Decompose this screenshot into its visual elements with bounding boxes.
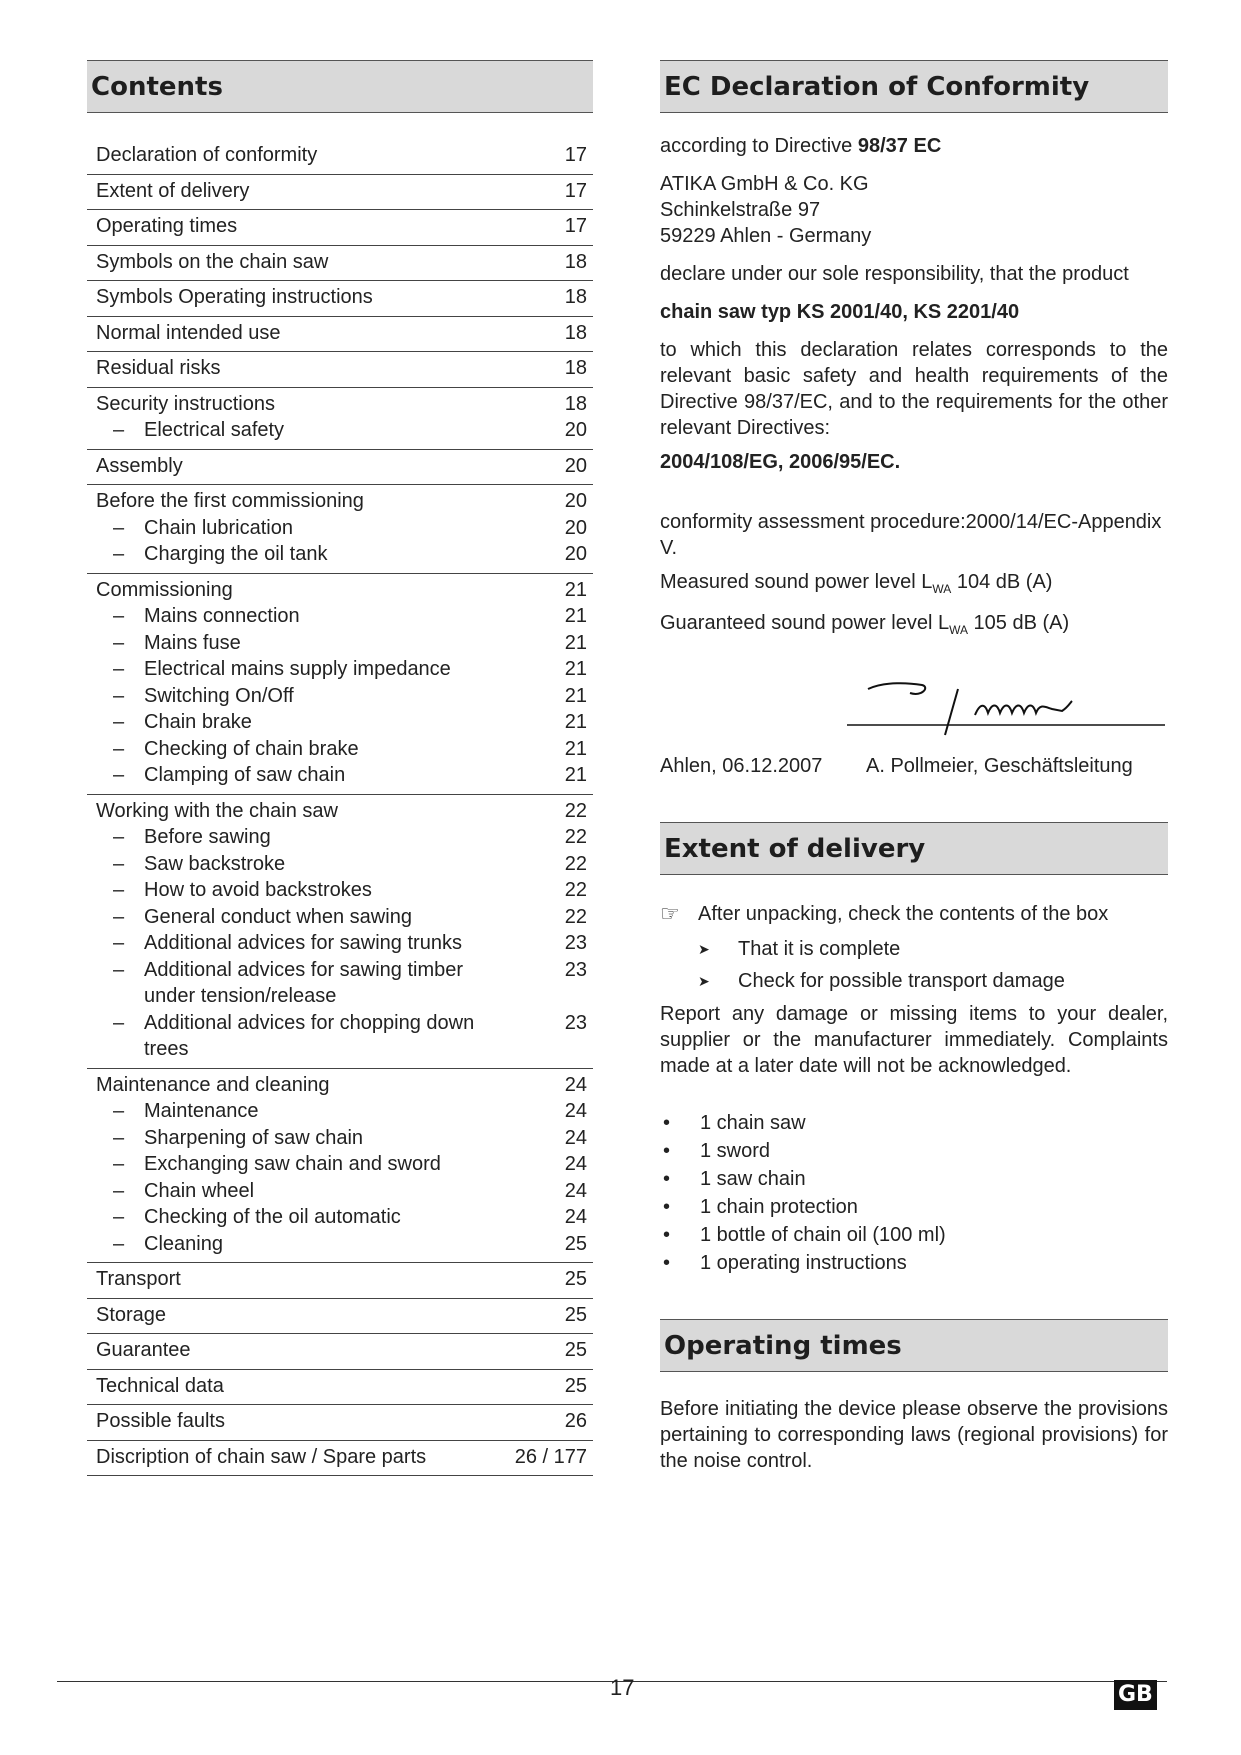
toc-subentry-page: 24	[564, 1206, 587, 1228]
delivery-item	[660, 1221, 1168, 1249]
dash-icon: –	[113, 1232, 125, 1255]
toc-subentry-page: 24	[564, 1100, 587, 1122]
toc-group	[87, 175, 593, 211]
toc-group	[87, 1370, 593, 1406]
delivery-item	[660, 1165, 1168, 1193]
toc-entry-page: 18	[564, 392, 587, 415]
delivery-item-text: 1 chain saw	[700, 1112, 806, 1134]
toc-subentry-title: How to avoid backstrokes	[144, 879, 372, 901]
toc-subentry-title: General conduct when sawing	[144, 905, 412, 928]
measured-value: 104 dB (A)	[951, 571, 1053, 593]
guaranteed-sound-level	[660, 610, 1168, 643]
toc-entry-page: 18	[564, 286, 587, 308]
toc-subentry-title: Mains fuse	[144, 631, 241, 654]
toc-subentry-page: 22	[564, 852, 587, 875]
toc-subentry[interactable]	[87, 683, 593, 710]
directive-line	[660, 133, 1168, 159]
right-column	[660, 60, 1168, 1474]
guaranteed-label: Guaranteed sound power level L	[660, 612, 950, 634]
operating-paragraph: Before initiating the device please observe the provisions pertaining to corresponding laws (regional provisions) for the noise control.	[660, 1398, 1168, 1472]
toc-subentry[interactable]	[87, 1151, 593, 1178]
toc-subentry-page: 21	[564, 684, 587, 707]
toc-entry[interactable]	[87, 798, 593, 825]
toc-subentry-page: 24	[564, 1179, 587, 1202]
toc-group	[87, 795, 593, 1069]
toc-subentry-text	[113, 1231, 504, 1258]
arrow-bullet-icon: ➤	[698, 973, 710, 989]
toc-subentry[interactable]	[87, 709, 593, 736]
delivery-item-text: 1 operating instructions	[700, 1252, 907, 1274]
toc-subentry-text	[113, 515, 504, 542]
toc-subentry[interactable]	[87, 824, 593, 851]
pointing-hand-icon: ☞	[660, 901, 680, 926]
toc-entry[interactable]	[87, 249, 593, 276]
toc-subentry-text	[113, 762, 504, 789]
toc-entry[interactable]	[87, 1302, 593, 1329]
guaranteed-subscript: WA	[949, 623, 968, 637]
toc-subentry-page: 22	[564, 879, 587, 901]
toc-entry[interactable]	[87, 453, 593, 480]
toc-entry-page: 26 / 177	[514, 1445, 587, 1468]
dash-icon: –	[113, 711, 125, 733]
delivery-heading: Extent of delivery	[660, 822, 1168, 875]
dash-icon: –	[113, 958, 125, 981]
toc-subentry-page: 20	[564, 419, 587, 441]
check-item-text: Check for possible transport damage	[738, 970, 1065, 992]
toc-subentry-text	[113, 1098, 504, 1125]
toc-subentry-text	[113, 904, 504, 931]
toc-entry[interactable]	[87, 1373, 593, 1400]
operating-heading: Operating times	[660, 1319, 1168, 1372]
signature-image	[660, 657, 1168, 739]
toc-subentry-text	[113, 824, 504, 851]
delivery-item-text: 1 bottle of chain oil (100 ml)	[700, 1224, 946, 1246]
other-directives: 2004/108/EG, 2006/95/EC.	[660, 451, 901, 473]
toc-subentry-title: Sharpening of saw chain	[144, 1126, 364, 1149]
toc-entry-title: Possible faults	[96, 1410, 225, 1432]
contents-heading: Contents	[87, 60, 593, 113]
dash-icon: –	[113, 879, 125, 901]
toc-subentry-page: 23	[564, 958, 587, 981]
toc-subentry-title: Additional advices for chopping down trees	[144, 1011, 475, 1060]
toc-entry-page: 20	[564, 490, 587, 512]
product-name: chain saw typ KS 2001/40, KS 2201/40	[660, 301, 1020, 323]
declaration-heading: EC Declaration of Conformity	[660, 60, 1168, 113]
toc-entry-page: 18	[564, 357, 587, 379]
toc-subentry-text	[113, 656, 504, 683]
directive-number: 98/37 EC	[857, 135, 942, 157]
toc-entry[interactable]	[87, 355, 593, 382]
company-street: Schinkelstraße 97	[660, 199, 821, 221]
toc-entry-title: Declaration of conformity	[96, 144, 318, 166]
toc-entry-title: Operating times	[96, 215, 238, 237]
company-city: 59229 Ahlen - Germany	[660, 225, 872, 247]
toc-entry[interactable]	[87, 391, 593, 418]
toc-subentry-text	[113, 1125, 504, 1152]
delivery-items	[660, 1109, 1168, 1277]
toc-entry-page: 18	[564, 250, 587, 273]
toc-group	[87, 139, 593, 175]
toc-subentry-page: 21	[564, 605, 587, 627]
toc-group	[87, 317, 593, 353]
dash-icon: –	[113, 631, 125, 654]
toc-entry-page: 20	[564, 454, 587, 477]
dash-icon: –	[113, 419, 125, 441]
bullet-icon: •	[663, 1140, 671, 1162]
toc-subentry-text	[113, 417, 504, 444]
delivery-intro	[660, 901, 1168, 927]
toc-entry-title: Guarantee	[96, 1339, 191, 1361]
toc-group	[87, 246, 593, 282]
toc-entry[interactable]	[87, 488, 593, 515]
check-item-text: That it is complete	[738, 938, 901, 960]
language-badge: GB	[1114, 1680, 1157, 1710]
page-number: 17	[610, 1675, 635, 1700]
toc-subentry[interactable]	[87, 515, 593, 542]
delivery-item-text: 1 chain protection	[700, 1196, 858, 1218]
dash-icon: –	[113, 516, 125, 539]
toc-entry[interactable]	[87, 577, 593, 604]
toc-subentry-page: 25	[564, 1232, 587, 1255]
toc-subentry-page: 24	[564, 1153, 587, 1175]
toc-group	[87, 485, 593, 574]
toc-subentry-title: Checking of chain brake	[144, 737, 359, 760]
declaration-statement: declare under our sole responsibility, that the product	[660, 263, 1129, 285]
contents-section	[87, 60, 593, 1476]
toc-entry-title: Extent of delivery	[96, 179, 250, 202]
toc-subentry-title: Chain lubrication	[144, 516, 293, 539]
dash-icon: –	[113, 1011, 125, 1034]
toc-subentry-text	[113, 851, 504, 878]
measured-sound-level	[660, 569, 1168, 602]
toc-entry-title: Maintenance and cleaning	[96, 1073, 330, 1096]
toc-subentry[interactable]	[87, 957, 593, 1010]
toc-entry-title: Residual risks	[96, 357, 221, 379]
toc-subentry[interactable]	[87, 1178, 593, 1205]
toc-subentry-text	[113, 957, 504, 1010]
bullet-icon: •	[663, 1168, 671, 1190]
toc-entry[interactable]	[87, 1444, 593, 1471]
toc-subentry-page: 21	[564, 737, 587, 760]
toc-entry-title: Discription of chain saw / Spare parts	[96, 1445, 427, 1468]
toc-entry-page: 17	[564, 179, 587, 202]
toc-subentry-text	[113, 709, 504, 736]
toc-entry[interactable]	[87, 1266, 593, 1293]
toc-subentry-title: Before sawing	[144, 826, 271, 848]
assessment-procedure: conformity assessment procedure:2000/14/EC-Appendix V.	[660, 511, 1162, 559]
toc-subentry-page: 21	[564, 631, 587, 654]
toc-group	[87, 281, 593, 317]
dash-icon: –	[113, 852, 125, 875]
toc-subentry-page: 21	[564, 764, 587, 786]
dash-icon: –	[113, 826, 125, 848]
toc-entry-page: 25	[564, 1268, 587, 1290]
toc-subentry-text	[113, 683, 504, 710]
dash-icon: –	[113, 737, 125, 760]
toc-subentry-page: 22	[564, 905, 587, 928]
toc-entry[interactable]	[87, 142, 593, 169]
toc-subentry-page: 23	[564, 1011, 587, 1034]
toc-entry[interactable]	[87, 1337, 593, 1364]
toc-subentry-text	[113, 1204, 504, 1231]
toc-subentry-title: Maintenance	[144, 1100, 259, 1122]
toc-group	[87, 450, 593, 486]
toc-entry-title: Normal intended use	[96, 321, 281, 344]
toc-subentry[interactable]	[87, 762, 593, 789]
toc-entry[interactable]	[87, 284, 593, 311]
toc-subentry-page: 20	[564, 543, 587, 565]
delivery-item	[660, 1193, 1168, 1221]
toc-subentry-text	[113, 1010, 504, 1063]
dash-icon: –	[113, 1100, 125, 1122]
toc-group	[87, 574, 593, 795]
toc-subentry[interactable]	[87, 851, 593, 878]
dash-icon: –	[113, 543, 125, 565]
signature-caption	[660, 755, 1168, 778]
place-date: Ahlen, 06.12.2007	[660, 755, 823, 777]
toc-entry[interactable]	[87, 1408, 593, 1435]
toc-subentry-title: Cleaning	[144, 1232, 223, 1255]
dash-icon: –	[113, 905, 125, 928]
toc-group	[87, 1441, 593, 1477]
delivery-item-text: 1 sword	[700, 1140, 771, 1162]
check-item	[660, 933, 1168, 965]
dash-icon: –	[113, 684, 125, 707]
toc-entry-title: Before the first commissioning	[96, 490, 364, 512]
toc-entry-page: 25	[564, 1374, 587, 1397]
toc-entry-page: 22	[564, 799, 587, 822]
measured-label: Measured sound power level L	[660, 571, 933, 593]
toc-entry[interactable]	[87, 320, 593, 347]
toc-entry-page: 21	[564, 578, 587, 601]
toc-subentry-title: Additional advices for sawing timber under tension/release	[144, 958, 464, 1007]
toc-entry-page: 26	[564, 1410, 587, 1432]
delivery-item	[660, 1249, 1168, 1277]
toc-subentry-text	[113, 630, 504, 657]
toc-entry-page: 17	[564, 215, 587, 237]
toc-entry-page: 18	[564, 321, 587, 344]
bullet-icon: •	[663, 1224, 671, 1246]
toc-subentry-page: 22	[564, 826, 587, 848]
toc-subentry[interactable]	[87, 1204, 593, 1231]
bullet-icon: •	[663, 1196, 671, 1218]
toc-subentry[interactable]	[87, 1098, 593, 1125]
toc-subentry[interactable]	[87, 630, 593, 657]
delivery-intro-text: After unpacking, check the contents of the box	[698, 903, 1109, 925]
toc-subentry-title: Chain wheel	[144, 1179, 255, 1202]
toc-group	[87, 210, 593, 246]
toc-subentry-text	[113, 736, 504, 763]
signature-area	[660, 657, 1168, 739]
toc-subentry-page: 20	[564, 516, 587, 539]
check-item	[660, 965, 1168, 997]
toc-subentry-text	[113, 1178, 504, 1205]
dash-icon: –	[113, 764, 125, 786]
toc-entry[interactable]	[87, 1072, 593, 1099]
toc-subentry[interactable]	[87, 541, 593, 568]
toc-subentry[interactable]	[87, 656, 593, 683]
toc-entry-title: Transport	[96, 1268, 181, 1290]
toc-entry-page: 24	[564, 1073, 587, 1096]
toc-entry-page: 25	[564, 1339, 587, 1361]
toc-subentry[interactable]	[87, 877, 593, 904]
toc-subentry-title: Electrical safety	[144, 419, 285, 441]
toc-subentry[interactable]	[87, 904, 593, 931]
toc-entry-title: Assembly	[96, 454, 183, 477]
toc-subentry-page: 23	[564, 932, 587, 954]
bullet-icon: •	[663, 1112, 671, 1134]
toc-subentry-page: 24	[564, 1126, 587, 1149]
toc-entry-title: Storage	[96, 1303, 167, 1326]
toc-subentry-text	[113, 603, 504, 630]
toc-group	[87, 1334, 593, 1370]
toc-group	[87, 352, 593, 388]
toc-subentry-title: Mains connection	[144, 605, 300, 627]
toc-subentry-title: Additional advices for sawing trunks	[144, 932, 462, 954]
toc-group	[87, 1299, 593, 1335]
toc-entry-page: 25	[564, 1303, 587, 1326]
toc-subentry-title: Checking of the oil automatic	[144, 1206, 401, 1228]
toc-entry[interactable]	[87, 213, 593, 240]
toc-subentry-text	[113, 1151, 504, 1178]
toc-subentry[interactable]	[87, 603, 593, 630]
toc-subentry-page: 21	[564, 658, 587, 680]
toc-subentry[interactable]	[87, 1125, 593, 1152]
toc-subentry[interactable]	[87, 417, 593, 444]
bullet-icon: •	[663, 1252, 671, 1274]
toc-entry-title: Commissioning	[96, 578, 233, 601]
toc-group	[87, 1405, 593, 1441]
toc-subentry[interactable]	[87, 1231, 593, 1258]
toc-subentry-title: Chain brake	[144, 711, 252, 733]
toc-subentry-title: Switching On/Off	[144, 684, 294, 707]
toc-subentry-text	[113, 930, 504, 957]
toc-subentry-title: Exchanging saw chain and sword	[144, 1153, 441, 1175]
dash-icon: –	[113, 605, 125, 627]
guaranteed-value: 105 dB (A)	[967, 612, 1070, 634]
delivery-item-text: 1 saw chain	[700, 1168, 806, 1190]
measured-subscript: WA	[932, 582, 952, 596]
relates-paragraph: to which this declaration relates corresponds to the relevant basic safety and health requirements of the Directive 98/37/EC, and to the requirements for the other relevant Directives:	[660, 339, 1168, 439]
toc-entry-title: Symbols on the chain saw	[96, 250, 329, 273]
company-name: ATIKA GmbH & Co. KG	[660, 173, 869, 195]
toc-entry-title: Security instructions	[96, 392, 275, 415]
toc-group	[87, 388, 593, 450]
dash-icon: –	[113, 1179, 125, 1202]
toc-subentry-text	[113, 877, 504, 904]
toc-group	[87, 1069, 593, 1264]
toc-subentry[interactable]	[87, 736, 593, 763]
dash-icon: –	[113, 1126, 125, 1149]
delivery-checks	[660, 933, 1168, 997]
toc-subentry[interactable]	[87, 1010, 593, 1063]
toc-entry-title: Technical data	[96, 1374, 224, 1397]
toc-entry-title: Symbols Operating instructions	[96, 286, 373, 308]
delivery-item	[660, 1109, 1168, 1137]
toc-subentry[interactable]	[87, 930, 593, 957]
toc-subentry-title: Clamping of saw chain	[144, 764, 346, 786]
toc-subentry-title: Saw backstroke	[144, 852, 286, 875]
dash-icon: –	[113, 932, 125, 954]
toc-group	[87, 1263, 593, 1299]
toc-subentry-text	[113, 541, 504, 568]
toc-entry[interactable]	[87, 178, 593, 205]
dash-icon: –	[113, 1153, 125, 1175]
dash-icon: –	[113, 1206, 125, 1228]
toc-entry-page: 17	[564, 144, 587, 166]
toc-entry-title: Working with the chain saw	[96, 799, 338, 822]
toc-subentry-page: 21	[564, 711, 587, 733]
toc-subentry-title: Electrical mains supply impedance	[144, 658, 451, 680]
table-of-contents	[87, 139, 593, 1476]
dash-icon: –	[113, 658, 125, 680]
report-paragraph: Report any damage or missing items to your dealer, supplier or the manufacturer immediately. Complaints made at a later date will not be acknowledged.	[660, 1003, 1168, 1077]
toc-subentry-title: Charging the oil tank	[144, 543, 328, 565]
signatory-name: A. Pollmeier, Geschäftsleitung	[866, 755, 1133, 777]
delivery-item	[660, 1137, 1168, 1165]
directive-prefix: according to Directive	[660, 135, 858, 157]
arrow-bullet-icon: ➤	[698, 941, 710, 957]
